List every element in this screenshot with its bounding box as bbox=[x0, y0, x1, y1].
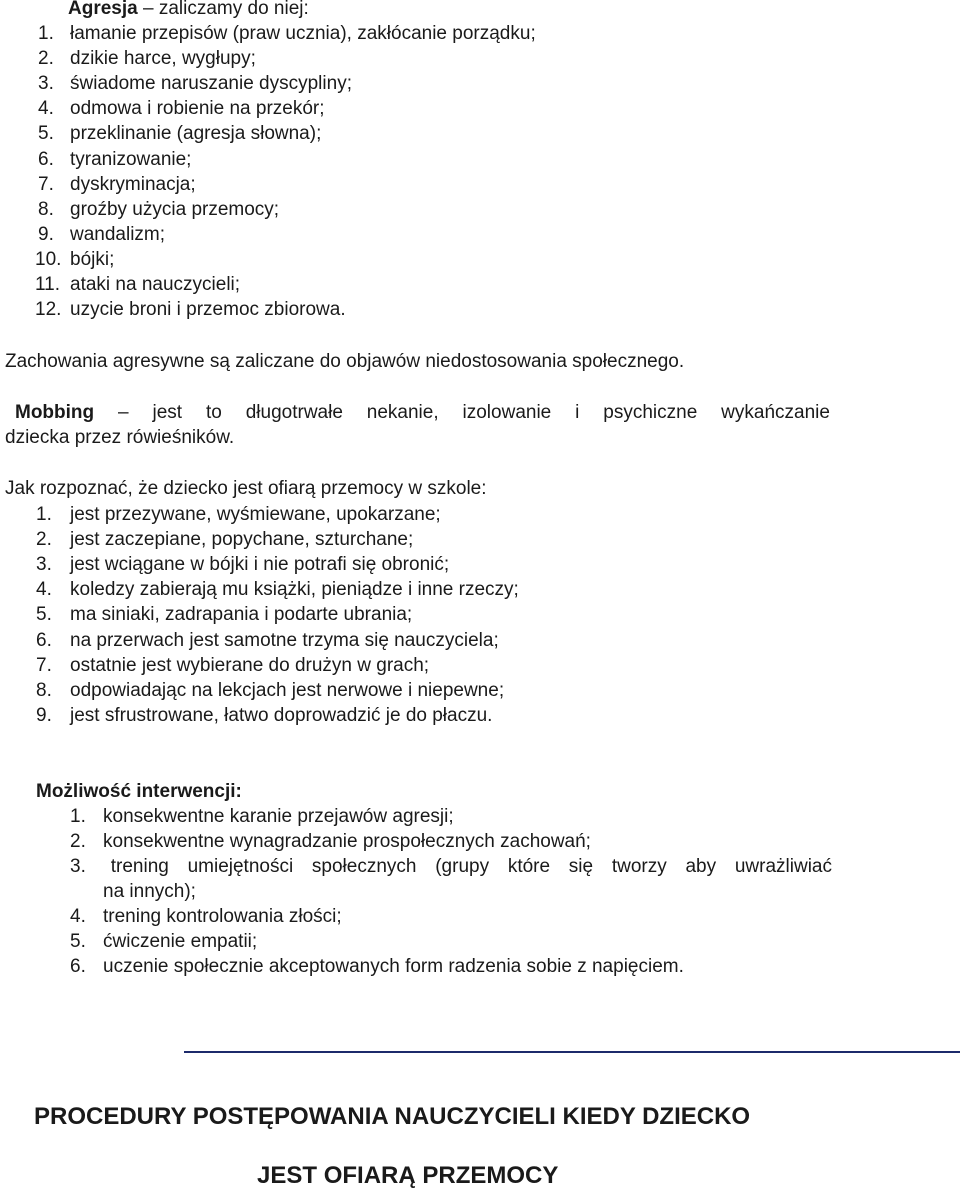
recognize-list-item bbox=[36, 527, 413, 552]
mobbing-word: i bbox=[575, 402, 580, 423]
aggression-heading bbox=[68, 0, 309, 21]
aggression-list-item bbox=[38, 71, 352, 96]
list-number: 2. bbox=[38, 48, 54, 70]
list-number: 4. bbox=[38, 98, 54, 120]
intervention-list-item bbox=[70, 929, 257, 954]
list-text: konsekwentne karanie przejawów agresji; bbox=[103, 806, 454, 827]
list-number: 5. bbox=[36, 604, 52, 626]
list-number: 2. bbox=[36, 529, 52, 551]
list-word: które bbox=[507, 856, 551, 877]
intervention-list-item bbox=[70, 854, 832, 879]
aggression-list-item bbox=[38, 197, 279, 222]
list-number: 9. bbox=[38, 223, 54, 245]
intervention-list-item bbox=[70, 804, 454, 829]
list-number: 6. bbox=[70, 956, 86, 977]
aggression-list-item bbox=[38, 96, 325, 121]
aggression-list-item bbox=[35, 297, 346, 322]
recognize-heading: Jak rozpoznać, że dziecko jest ofiarą przemocy w szkole: bbox=[5, 478, 487, 499]
mobbing-word: długotrwałe bbox=[245, 402, 343, 423]
list-text: konsekwentne wynagradzanie prospołecznych zachowań; bbox=[103, 831, 591, 852]
list-text: dzikie harce, wygłupy; bbox=[70, 48, 256, 70]
list-number: 12. bbox=[35, 299, 62, 321]
mobbing-word: wykańczanie bbox=[721, 402, 830, 423]
list-text: jest przezywane, wyśmiewane, upokarzane; bbox=[70, 504, 441, 525]
mobbing-term: Mobbing bbox=[15, 402, 95, 423]
recognize-list-item bbox=[36, 678, 504, 703]
list-text: świadome naruszanie dyscypliny; bbox=[70, 73, 352, 95]
list-number: 3. bbox=[38, 73, 54, 95]
list-text: trening kontrolowania złości; bbox=[103, 906, 342, 927]
list-number: 7. bbox=[36, 654, 52, 676]
intervention-list-item bbox=[70, 954, 684, 979]
list-number: 1. bbox=[38, 23, 54, 44]
horizontal-rule bbox=[184, 1051, 960, 1053]
list-text: groźby użycia przemocy; bbox=[70, 198, 280, 220]
list-word: umiejętności bbox=[187, 856, 294, 877]
recognize-list-item bbox=[36, 577, 519, 602]
list-number: 9. bbox=[36, 704, 52, 726]
mobbing-word: – bbox=[118, 402, 129, 423]
list-number: 8. bbox=[38, 198, 54, 220]
list-number: 4. bbox=[36, 579, 52, 601]
aggression-heading-bold: Agresja bbox=[68, 0, 138, 19]
list-text: tyranizowanie; bbox=[70, 148, 192, 170]
aggression-list-item bbox=[38, 222, 165, 247]
list-number: 7. bbox=[38, 173, 54, 195]
list-number: 5. bbox=[38, 123, 54, 145]
mobbing-word: izolowanie bbox=[462, 402, 552, 423]
list-text: ataki na nauczycieli; bbox=[70, 274, 241, 295]
aggression-list-item bbox=[35, 247, 114, 272]
aggression-list-item bbox=[38, 147, 191, 172]
intervention-item-continuation: na innych); bbox=[103, 881, 196, 902]
recognize-list-item bbox=[36, 628, 499, 653]
list-text: koledzy zabierają mu książki, pieniądze i inne rzeczy; bbox=[70, 579, 519, 601]
aggression-list-item bbox=[38, 172, 196, 197]
mobbing-line1 bbox=[15, 400, 830, 425]
list-word: aby bbox=[685, 856, 717, 877]
list-text: odpowiadając na lekcjach jest nerwowe i niepewne; bbox=[70, 679, 505, 701]
list-text: ostatnie jest wybierane do drużyn w grach; bbox=[70, 654, 430, 676]
recognize-list-item bbox=[36, 502, 441, 527]
list-number: 10. bbox=[35, 248, 62, 270]
procedures-title-line1: PROCEDURY POSTĘPOWANIA NAUCZYCIELI KIEDY DZIECKO bbox=[34, 1103, 751, 1130]
aggression-heading-rest: – zaliczamy do niej: bbox=[137, 0, 309, 19]
intervention-list-item bbox=[70, 904, 342, 929]
list-number: 11. bbox=[35, 274, 61, 295]
list-text: jest sfrustrowane, łatwo doprowadzić je do płaczu. bbox=[70, 704, 493, 726]
aggression-note: Zachowania agresywne są zaliczane do objawów niedostosowania społecznego. bbox=[5, 351, 685, 372]
recognize-list-item bbox=[36, 602, 412, 627]
list-number: 6. bbox=[36, 629, 52, 651]
list-number: 8. bbox=[36, 679, 52, 701]
mobbing-word: to bbox=[205, 402, 222, 423]
list-text: jest wciągane w bójki i nie potrafi się obronić; bbox=[70, 554, 450, 576]
list-word: uwrażliwiać bbox=[734, 856, 832, 877]
list-text: przeklinanie (agresja słowna); bbox=[70, 123, 322, 145]
list-text: jest zaczepiane, popychane, szturchane; bbox=[70, 529, 414, 551]
list-text: bójki; bbox=[70, 248, 115, 270]
list-word: się bbox=[568, 856, 594, 877]
recognize-list-item bbox=[36, 552, 449, 577]
procedures-title-line2: JEST OFIARĄ PRZEMOCY bbox=[257, 1162, 559, 1189]
aggression-list-item bbox=[38, 121, 321, 146]
list-number: 3. bbox=[36, 554, 52, 576]
list-text: uczenie społecznie akceptowanych form radzenia sobie z napięciem. bbox=[103, 956, 684, 977]
list-number: 1. bbox=[70, 806, 86, 827]
list-number: 3. bbox=[70, 856, 86, 877]
list-number: 1. bbox=[36, 504, 52, 525]
aggression-list-item bbox=[38, 46, 256, 71]
mobbing-word: nekanie, bbox=[366, 402, 439, 423]
list-text: dyskryminacja; bbox=[70, 173, 196, 195]
list-text: na przerwach jest samotne trzyma się nauczyciela; bbox=[70, 629, 499, 651]
recognize-list-item bbox=[36, 653, 429, 678]
list-number: 4. bbox=[70, 906, 86, 927]
list-word: trening bbox=[110, 856, 169, 877]
list-text: łamanie przepisów (praw ucznia), zakłócanie porządku; bbox=[70, 23, 536, 44]
mobbing-word: jest bbox=[152, 402, 183, 423]
list-text: uzycie broni i przemoc zbiorowa. bbox=[70, 299, 346, 321]
aggression-list-item bbox=[35, 272, 240, 297]
intervention-list-item bbox=[70, 829, 591, 854]
recognize-list-item bbox=[36, 703, 492, 728]
list-number: 2. bbox=[70, 831, 86, 852]
intervention-heading: Możliwość interwencji: bbox=[36, 781, 242, 802]
list-text: odmowa i robienie na przekór; bbox=[70, 98, 325, 120]
aggression-list-item bbox=[38, 21, 536, 46]
mobbing-line2: dziecka przez rówieśników. bbox=[5, 427, 235, 448]
mobbing-word: psychiczne bbox=[603, 402, 698, 423]
list-word: społecznych bbox=[311, 856, 417, 877]
list-word: (grupy bbox=[435, 856, 490, 877]
list-text: wandalizm; bbox=[70, 223, 166, 245]
list-text: ćwiczenie empatii; bbox=[103, 931, 258, 952]
list-number: 5. bbox=[70, 931, 86, 952]
list-text: ma siniaki, zadrapania i podarte ubrania; bbox=[70, 604, 413, 626]
list-number: 6. bbox=[38, 148, 54, 170]
list-word: tworzy bbox=[611, 856, 667, 877]
